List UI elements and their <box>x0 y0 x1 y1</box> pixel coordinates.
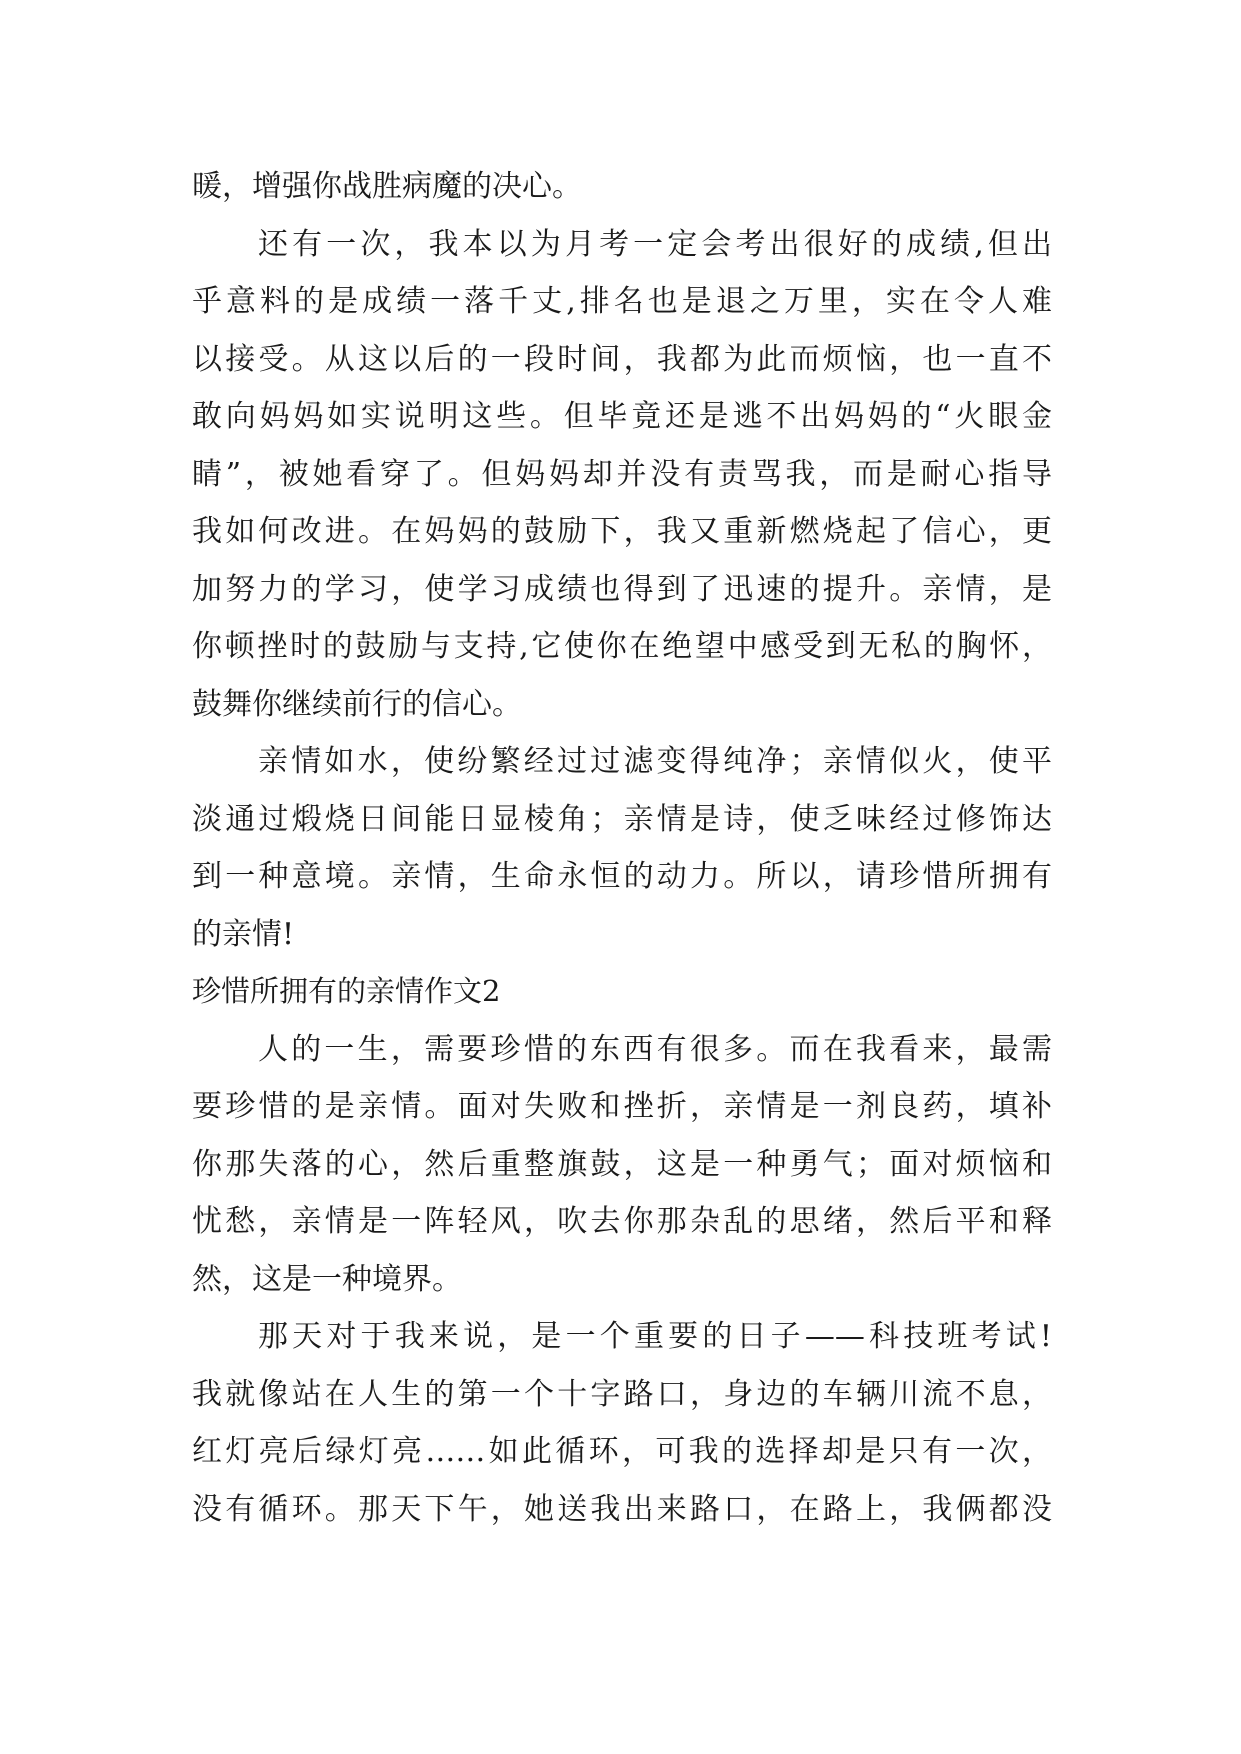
section-heading: 珍惜所拥有的亲情作文2 <box>192 974 501 1008</box>
text-line: 你顿挫时的鼓励与支持,它使你在绝望中感受到无私的胸怀， <box>192 629 1052 664</box>
paragraph-first-line: 人的一生，需要珍惜的东西有很多。而在我看来，最需 <box>258 1031 1052 1067</box>
text-line: 睛”，被她看穿了。但妈妈却并没有责骂我，而是耐心指导 <box>192 456 1052 492</box>
essay-body <box>192 158 1052 1538</box>
text-line: 以接受。从这以后的一段时间，我都为此而烦恼，也一直不 <box>192 341 1052 377</box>
text-line: 我如何改进。在妈妈的鼓励下，我又重新燃烧起了信心，更 <box>192 514 1052 549</box>
text-line: 暖，增强你战胜病魔的决心。 <box>192 169 582 204</box>
text-line: 的亲情! <box>192 916 295 952</box>
paragraph-first-line: 还有一次，我本以为月考一定会考出很好的成绩,但出 <box>258 226 1052 262</box>
text-line: 红灯亮后绿灯亮……如此循环，可我的选择却是只有一次， <box>192 1434 1052 1469</box>
text-line: 要珍惜的是亲情。面对失败和挫折，亲情是一剂良药，填补 <box>192 1089 1052 1124</box>
text-line: 你那失落的心，然后重整旗鼓，这是一种勇气；面对烦恼和 <box>192 1146 1052 1182</box>
text-line: 我就像站在人生的第一个十字路口，身边的车辆川流不息， <box>192 1376 1052 1412</box>
text-line: 乎意料的是成绩一落千丈,排名也是退之万里，实在令人难 <box>192 284 1052 319</box>
paragraph-first-line: 亲情如水，使纷繁经过过滤变得纯净；亲情似火，使平 <box>258 744 1052 779</box>
text-line: 加努力的学习，使学习成绩也得到了迅速的提升。亲情，是 <box>192 571 1052 607</box>
text-line: 鼓舞你继续前行的信心。 <box>192 686 522 722</box>
text-line: 忧愁，亲情是一阵轻风，吹去你那杂乱的思绪，然后平和释 <box>192 1204 1052 1239</box>
text-line: 淡通过煅烧日间能日显棱角；亲情是诗，使乏味经过修饰达 <box>192 801 1052 837</box>
text-line: 敢向妈妈如实说明这些。但毕竟还是逃不出妈妈的“火眼金 <box>192 399 1052 434</box>
paragraph-first-line: 那天对于我来说，是一个重要的日子——科技班考试! <box>258 1319 1052 1354</box>
text-line: 没有循环。那天下午，她送我出来路口，在路上，我俩都没 <box>192 1491 1052 1527</box>
text-line: 然，这是一种境界。 <box>192 1261 462 1297</box>
text-line: 到一种意境。亲情，生命永恒的动力。所以，请珍惜所拥有 <box>192 859 1052 894</box>
